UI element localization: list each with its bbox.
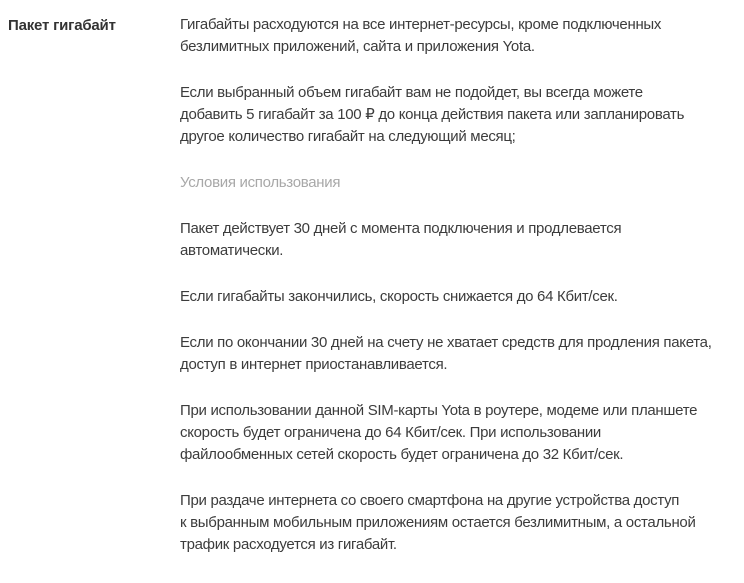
paragraph-line: файлообменных сетей скорость будет ограничена до 32 Кбит/сек. xyxy=(180,446,624,463)
paragraph-line: При раздаче интернета со своего смартфона на другие устройства доступ xyxy=(180,492,680,509)
paragraph-speed-reduction xyxy=(180,286,744,308)
section-label-terms-of-use xyxy=(180,172,744,194)
paragraph-sim-in-router xyxy=(180,400,744,466)
paragraph-line: Гигабайты расходуются на все интернет-ресурсы, кроме подключенных xyxy=(180,16,662,33)
section-label-text: Условия использования xyxy=(180,174,341,191)
paragraph-insufficient-funds xyxy=(180,332,744,376)
paragraph-line: Если по окончании 30 дней на счету не хватает средств для продления пакета, xyxy=(180,334,712,351)
paragraph-line: автоматически. xyxy=(180,242,284,259)
paragraph-line: При использовании данной SIM-карты Yota в роутере, модеме или планшете xyxy=(180,402,698,419)
paragraph-line: добавить 5 гигабайт за 100 ₽ до конца действия пакета или запланировать xyxy=(180,106,685,123)
row-title: Пакет гигабайт xyxy=(8,17,116,34)
paragraph-line: безлимитных приложений, сайта и приложения Yota. xyxy=(180,38,535,55)
paragraph-line: трафик расходуется из гигабайт. xyxy=(180,536,397,553)
paragraph-line: другое количество гигабайт на следующий месяц; xyxy=(180,128,516,145)
paragraph-line: Пакет действует 30 дней с момента подключения и продлевается xyxy=(180,220,622,237)
paragraph-line: доступ в интернет приостанавливается. xyxy=(180,356,448,373)
paragraph-line: скорость будет ограничена до 64 Кбит/сек. При использовании xyxy=(180,424,602,441)
paragraph-tethering xyxy=(180,490,744,556)
paragraph-line: к выбранным мобильным приложениям остается безлимитным, а остальной xyxy=(180,514,696,531)
paragraph-line: Если гигабайты закончились, скорость снижается до 64 Кбит/сек. xyxy=(180,288,618,305)
paragraph-add-gigabytes xyxy=(180,82,744,148)
paragraph-gigabytes-usage xyxy=(180,14,744,58)
paragraph-line: Если выбранный объем гигабайт вам не подойдет, вы всегда можете xyxy=(180,84,643,101)
row-content xyxy=(180,14,744,580)
paragraph-package-duration xyxy=(180,218,744,262)
